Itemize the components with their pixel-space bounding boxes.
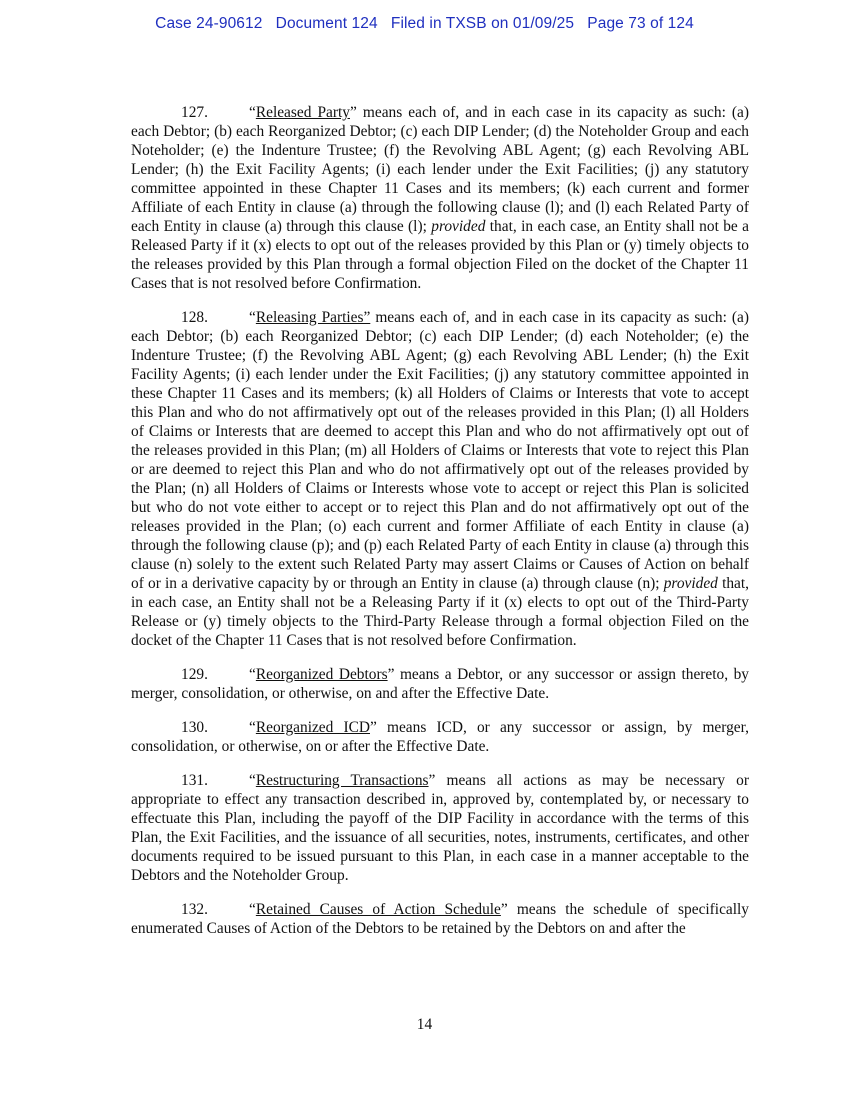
paragraph-number: 130. — [181, 719, 208, 736]
definition-127 — [131, 103, 749, 293]
paragraph-number: 132. — [181, 901, 208, 918]
open-quote: “ — [249, 719, 256, 736]
definition-text: means all actions as may be necessary or appropriate to effect any transaction described in, approved by, contemplated by, or necessary to effectuate this Plan, including the payoff of the DIP Facility in accordance with the terms of this Plan, the Exit Facilities, and the issuance of all securities, notes, instruments, certificates, and other documents required to be issued pursuant to this Plan, in each case in a manner acceptable to the Debtors and the Noteholder Group. — [131, 772, 749, 884]
open-quote: “ — [249, 901, 256, 918]
filing-header: Case 24-90612 Document 124 Filed in TXSB on 01/09/25 Page 73 of 124 — [155, 15, 694, 32]
defined-term-retained-causes-of-action-schedule: Retained Causes of Action Schedule — [255, 901, 501, 918]
open-quote: “ — [249, 309, 256, 326]
page-number: 14 — [416, 1016, 433, 1033]
open-quote: “ — [249, 666, 256, 683]
definition-text-continued: that, in each case, an Entity shall not be a Released Party if it (x) elects to opt out of the releases provided by this Plan or (y) timely objects to the releases provided by this Plan through a formal objection Filed on the docket of the Chapter 11 Cases that is not resolved before Confirmation. — [131, 218, 749, 292]
close-quote: ” — [428, 772, 436, 789]
open-quote: “ — [249, 104, 256, 121]
defined-term-reorganized-debtors: Reorganized Debtors — [255, 666, 388, 683]
defined-term-restructuring-transactions: Restructuring Transactions — [255, 772, 429, 789]
definition-text: means each of, and in each case in its capacity as such: (a) each Debtor; (b) each Reorganized Debtor; (c) each DIP Lender; (d) the Noteholder Group and each Noteholder; (e) the Indenture Trustee; (f) the Revolving ABL Agent; (g) each Revolving ABL Lender; (h) the Exit Facility Agents; (i) each lender under the Exit Facilities; (j) any statutory committee appointed in these Chapter 11 Cases and its members; (k) each current and former Affiliate of each Entity in clause (a) through the following clause (l); and (l) each Related Party of each Entity in clause (a) through this clause (l); — [131, 104, 750, 235]
defined-term-released-party: Released Party — [255, 104, 350, 121]
paragraph-number: 127. — [181, 104, 208, 121]
paragraph-number: 128. — [181, 309, 208, 326]
definition-text: means a Debtor, or any successor or assign thereto, by merger, consolidation, or otherwise, on and after the Effective Date. — [131, 666, 749, 702]
document-body — [131, 103, 749, 953]
paragraph-number: 131. — [181, 772, 208, 789]
proviso-italic: provided — [431, 218, 486, 235]
definition-text: means ICD, or any successor or assign, by merger, consolidation, or otherwise, on or after the Effective Date. — [131, 719, 749, 755]
defined-term-reorganized-icd: Reorganized ICD — [255, 719, 370, 736]
definition-text-continued: that, in each case, an Entity shall not be a Releasing Party if it (x) elects to opt out of the Third-Party Release or (y) timely objects to the Third-Party Release through a formal objection Filed on the docket of the Chapter 11 Cases that is not resolved before Confirmation. — [131, 575, 749, 649]
definition-128 — [131, 308, 749, 650]
open-quote: “ — [249, 772, 256, 789]
definition-text: means the schedule of specifically enumerated Causes of Action of the Debtors to be retained by the Debtors on and after the — [131, 901, 749, 937]
definition-text: means each of, and in each case in its capacity as such: (a) each Debtor; (b) each Reorganized Debtor; (c) each DIP Lender; (d) each Noteholder; (e) the Indenture Trustee; (f) the Revolving ABL Agent; (g) each Revolving ABL Lender; (h) the Exit Facility Agents; (i) each lender under the Exit Facilities; (j) any statutory committee appointed in these Chapter 11 Cases and its members; (k) all Holders of Claims or Interests that vote to accept this Plan and who do not affirmatively opt out of the releases provided in this Plan; (l) all Holders of Claims or Interests that are deemed to accept this Plan and who do not affirmatively opt out of the releases provided in this Plan; (m) all Holders of Claims or Interests that vote to reject this Plan or are deemed to reject this Plan and who do not affirmatively opt out of the releases provided by the Plan; (n) all Holders of Claims or Interests whose vote to accept or reject this Plan is solicited but who do not vote either to accept or to reject this Plan and do not affirmatively opt out of the releases provided in the Plan; (o) each current and former Affiliate of each Entity in clause (a) through the following clause (p); and (p) each Related Party of each Entity in clause (a) through this clause (n) solely to the extent such Related Party may assert Claims or Causes of Action on behalf of or in a derivative capacity by or through an Entity in clause (a) through clause (n); — [131, 309, 749, 592]
definition-131 — [131, 771, 749, 885]
definition-130 — [131, 718, 749, 756]
close-quote: ” — [387, 666, 395, 683]
definition-129 — [131, 665, 749, 703]
paragraph-number: 129. — [181, 666, 208, 683]
close-quote: ” — [349, 104, 357, 121]
definition-132 — [131, 900, 749, 938]
proviso-italic: provided — [663, 575, 718, 592]
close-quote: ” — [370, 719, 377, 736]
close-quote: ” — [500, 901, 508, 918]
defined-term-releasing-parties: Releasing Parties” — [255, 309, 371, 326]
